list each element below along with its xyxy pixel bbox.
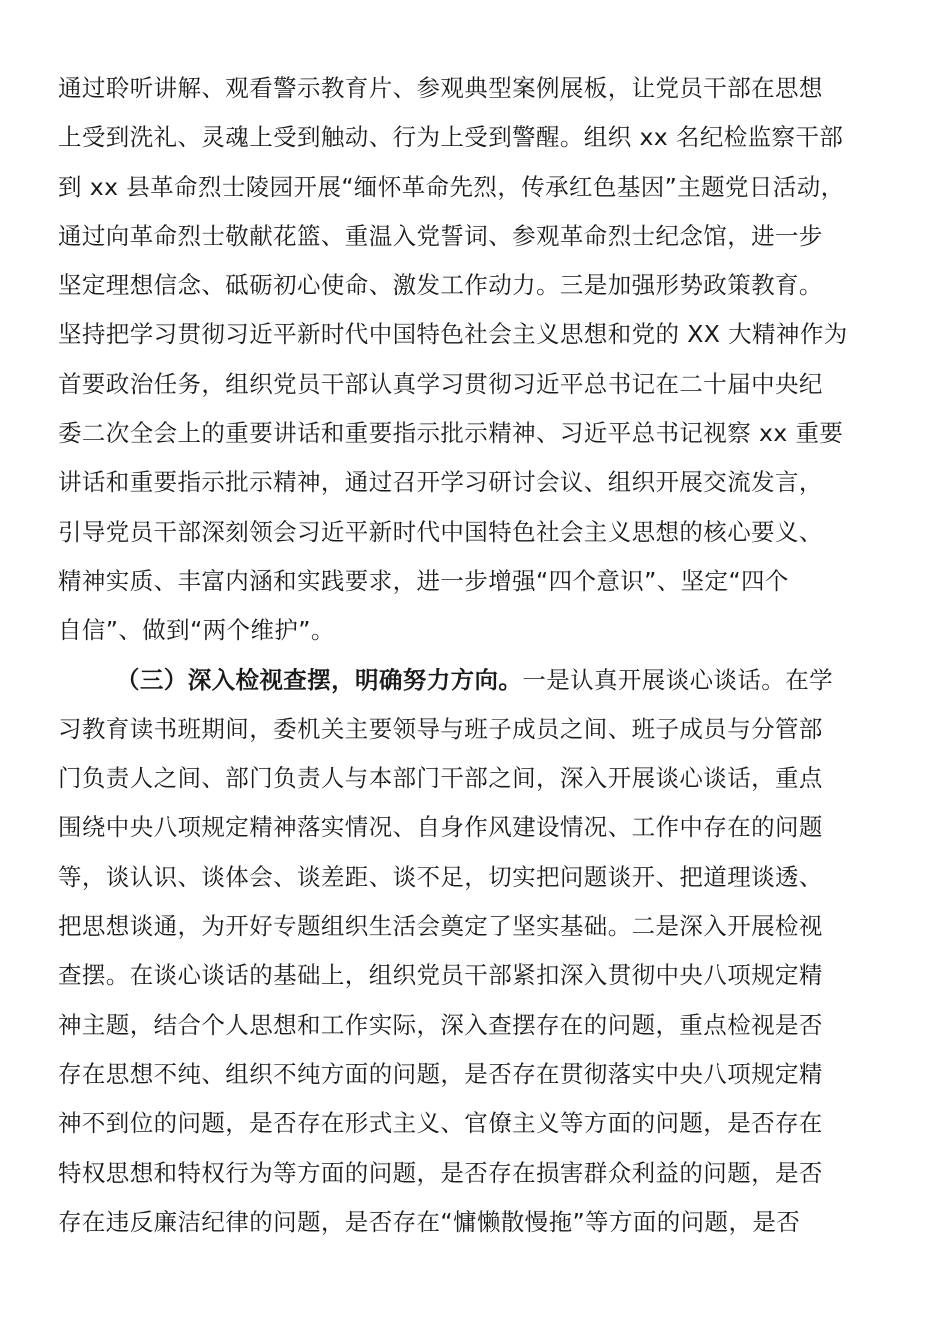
text-line: 首要政治任务，组织党员干部认真学习贯彻习近平总书记在二十届中央纪 bbox=[58, 369, 823, 398]
text-line: 存在思想不纯、组织不纯方面的问题，是否存在贯彻落实中央八项规定精 bbox=[58, 1059, 823, 1088]
text-line: 特权思想和特权行为等方面的问题，是否存在损害群众利益的问题，是否 bbox=[58, 1158, 823, 1187]
section-heading: （三）深入检视查摆，明确努力方向。 bbox=[116, 665, 523, 694]
heading-line bbox=[58, 656, 903, 705]
text-line: 查摆。在谈心谈话的基础上，组织党员干部紧扣深入贯彻中央八项规定精 bbox=[58, 961, 823, 990]
paragraph-1 bbox=[58, 64, 903, 656]
text-line: 自信”、做到“两个维护”。 bbox=[58, 616, 335, 645]
text-line: 精神实质、丰富内涵和实践要求，进一步增强“四个意识”、坚定“四个 bbox=[58, 566, 789, 595]
heading-line-rest: 一是认真开展谈心谈话。在学 bbox=[522, 665, 834, 694]
text-line: 神不到位的问题，是否存在形式主义、官僚主义等方面的问题，是否存在 bbox=[58, 1109, 823, 1138]
paragraph-2 bbox=[58, 656, 903, 1248]
text-line: 委二次全会上的重要讲话和重要指示批示精神、习近平总书记视察 xx 重要 bbox=[58, 419, 844, 448]
text-line: 习教育读书班期间，委机关主要领导与班子成员之间、班子成员与分管部 bbox=[58, 714, 823, 743]
text-line: 坚持把学习贯彻习近平新时代中国特色社会主义思想和党的 XX 大精神作为 bbox=[58, 320, 848, 349]
document-page bbox=[58, 64, 903, 1247]
text-line: 等，谈认识、谈体会、谈差距、谈不足，切实把问题谈开、把道理谈透、 bbox=[58, 862, 823, 891]
text-line: 讲话和重要指示批示精神，通过召开学习研讨会议、组织开展交流发言， bbox=[58, 468, 823, 497]
text-line: 神主题，结合个人思想和工作实际，深入查摆存在的问题，重点检视是否 bbox=[58, 1010, 823, 1039]
text-line: 到 xx 县革命烈士陵园开展“缅怀革命先烈，传承红色基因”主题党日活动， bbox=[58, 172, 845, 201]
text-line: 把思想谈通，为开好专题组织生活会奠定了坚实基础。二是深入开展检视 bbox=[58, 912, 823, 941]
text-line: 坚定理想信念、砥砺初心使命、激发工作动力。三是加强形势政策教育。 bbox=[58, 271, 823, 300]
text-line: 围绕中央八项规定精神落实情况、自身作风建设情况、工作中存在的问题 bbox=[58, 813, 823, 842]
text-line: 引导党员干部深刻领会习近平新时代中国特色社会主义思想的核心要义、 bbox=[58, 517, 823, 546]
text-line: 存在违反廉洁纪律的问题，是否存在“慵懒散慢拖”等方面的问题，是否 bbox=[58, 1207, 801, 1236]
text-line: 通过向革命烈士敬献花篮、重温入党誓词、参观革命烈士纪念馆，进一步 bbox=[58, 221, 823, 250]
text-line: 上受到洗礼、灵魂上受到触动、行为上受到警醒。组织 xx 名纪检监察干部 bbox=[58, 123, 844, 152]
text-line: 通过聆听讲解、观看警示教育片、参观典型案例展板，让党员干部在思想 bbox=[58, 74, 823, 102]
text-line: 门负责人之间、部门负责人与本部门干部之间，深入开展谈心谈话，重点 bbox=[58, 764, 823, 793]
